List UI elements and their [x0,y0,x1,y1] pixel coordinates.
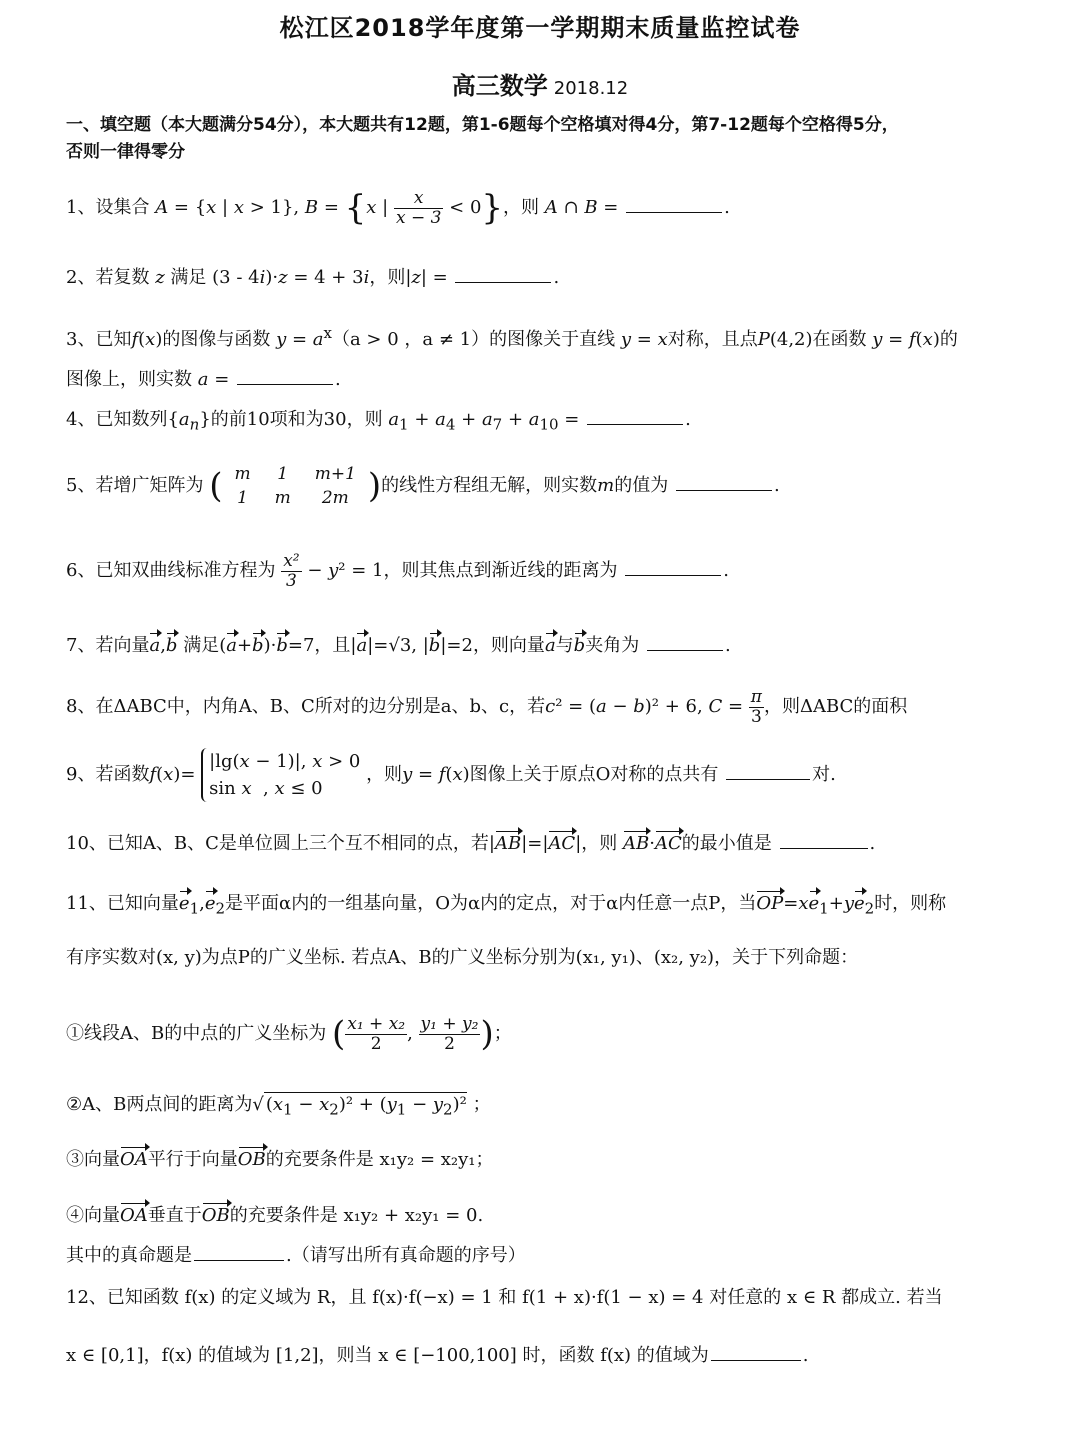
question-9: 9、若函数f(x)= |lg(x − 1)|, x > 0 sin x , x ≤ 0 ，则y = f(x)图像上关于原点O对称的点共有 对. [66,748,1040,802]
question-6: 6、已知双曲线标准方程为 $\frac{\text{x²}}{3}$ − y² = 1，则其焦点到渐近线的距离为 . [66,551,729,591]
question-11-ask: 其中的真命题是 .（请写出所有真命题的序号） [66,1245,526,1266]
question-2: 2、若复数 z 满足 (3 - 4i)·z = 4 + 3i，则|z| = . [66,267,560,288]
proposition-4: ④向量OA垂直于OB的充要条件是 x₁y₂ + x₂y₁ = 0. [66,1205,484,1226]
proposition-2: ②A、B两点间的距离为√ $(x_1 - x_2)^2 + (y_1 - y_2)^2$ ； [66,1094,491,1119]
question-7: 7、若向量a,b 满足(a+b)·b=7，且|a|=√3, |b|=2，则向量a与b夹角为 . [66,635,731,656]
question-12-cont: x ∈ [0,1]，f(x) 的值域为 [1,2]，则当 x ∈ [−100,100] 时，函数 f(x) 的值域为 . [66,1345,809,1366]
question-3: 3、已知f(x)的图像与函数 $y = a^x(a > 0$ ，a ≠ 1）的图像关于直线 y = x对称，且点P(4,2)在函数 y = f(x)的 [66,324,958,350]
section-header: 一、填空题（本大题满分54分），本大题共有12题，第1-6题每个空格填对得4分，第7-12题每个空格得5分， [66,115,899,135]
question-1: 1、设集合 A = {x | x > 1}, B = {x | $\frac{x}{x - 3}$ < 0}，则 A ∩ B = . [66,187,730,228]
answer-blank[interactable] [726,765,810,780]
answer-blank[interactable] [194,1246,284,1261]
question-12: 12、已知函数 f(x) 的定义域为 R，且 f(x)·f(−x) = 1 和 f(1 + x)·f(1 − x) = 4 对任意的 x ∈ R 都成立. 若当 [66,1287,943,1308]
question-8: 8、在ΔABC中，内角A、B、C所对的边分别是a、b、c，若c² = (a − b)² + 6, C = $\frac{\pi}{3}$ ，则ΔABC的面积 [66,687,908,727]
question-11-cont: 有序实数对(x, y)为点P的广义坐标. 若点A、B的广义坐标分别为(x₁, y₁)、(x₂, y₂)，关于下列命题： [66,947,859,968]
answer-blank[interactable] [237,370,333,385]
question-4: 4、已知数列$\{a_n\}$的前10项和为30，则 $a_1 + a_4 + a_7 + a_{10}$ = . [66,409,691,434]
answer-blank[interactable] [676,476,772,491]
answer-blank[interactable] [711,1346,801,1361]
page-subtitle [0,66,1080,101]
subject: 高三数学 [451,72,548,100]
question-10: 10、已知A、B、C是单位圆上三个互不相同的点，若|AB|=|AC|，则 AB·AC的最小值是 . [66,833,876,854]
answer-blank[interactable] [455,268,551,283]
question-3-cont: 图像上，则实数 a = . [66,369,341,390]
page-title: 松江区2018学年度第一学期期末质量监控试卷 [279,14,801,42]
answer-blank[interactable] [587,410,683,425]
exam-date: 2018.12 [553,78,629,99]
question-5: 5、若增广矩阵为 ( m 1 m+1 1 m 2m )的线性方程组无解，则实数m的值为 . [66,464,780,509]
proposition-1: ①线段A、B的中点的广义坐标为 ( $\frac{\text{x₁ + x₂}}{2}$ , $\frac{\text{y₁ + y₂}}{2}$ )； [66,1013,512,1054]
answer-blank[interactable] [647,636,723,651]
proposition-3: ③向量OA平行于向量OB的充要条件是 x₁y₂ = x₂y₁； [66,1149,494,1170]
section-header-cont: 否则一律得零分 [66,142,185,162]
question-11: 11、已知向量$e_1,e_2$是平面α内的一组基向量，O为α内的定点，对于α内任意一点P，当$OP=xe_1+ye_2$时，则称 [66,893,947,918]
answer-blank[interactable] [625,561,721,576]
answer-blank[interactable] [780,834,868,849]
answer-blank[interactable] [626,198,722,213]
